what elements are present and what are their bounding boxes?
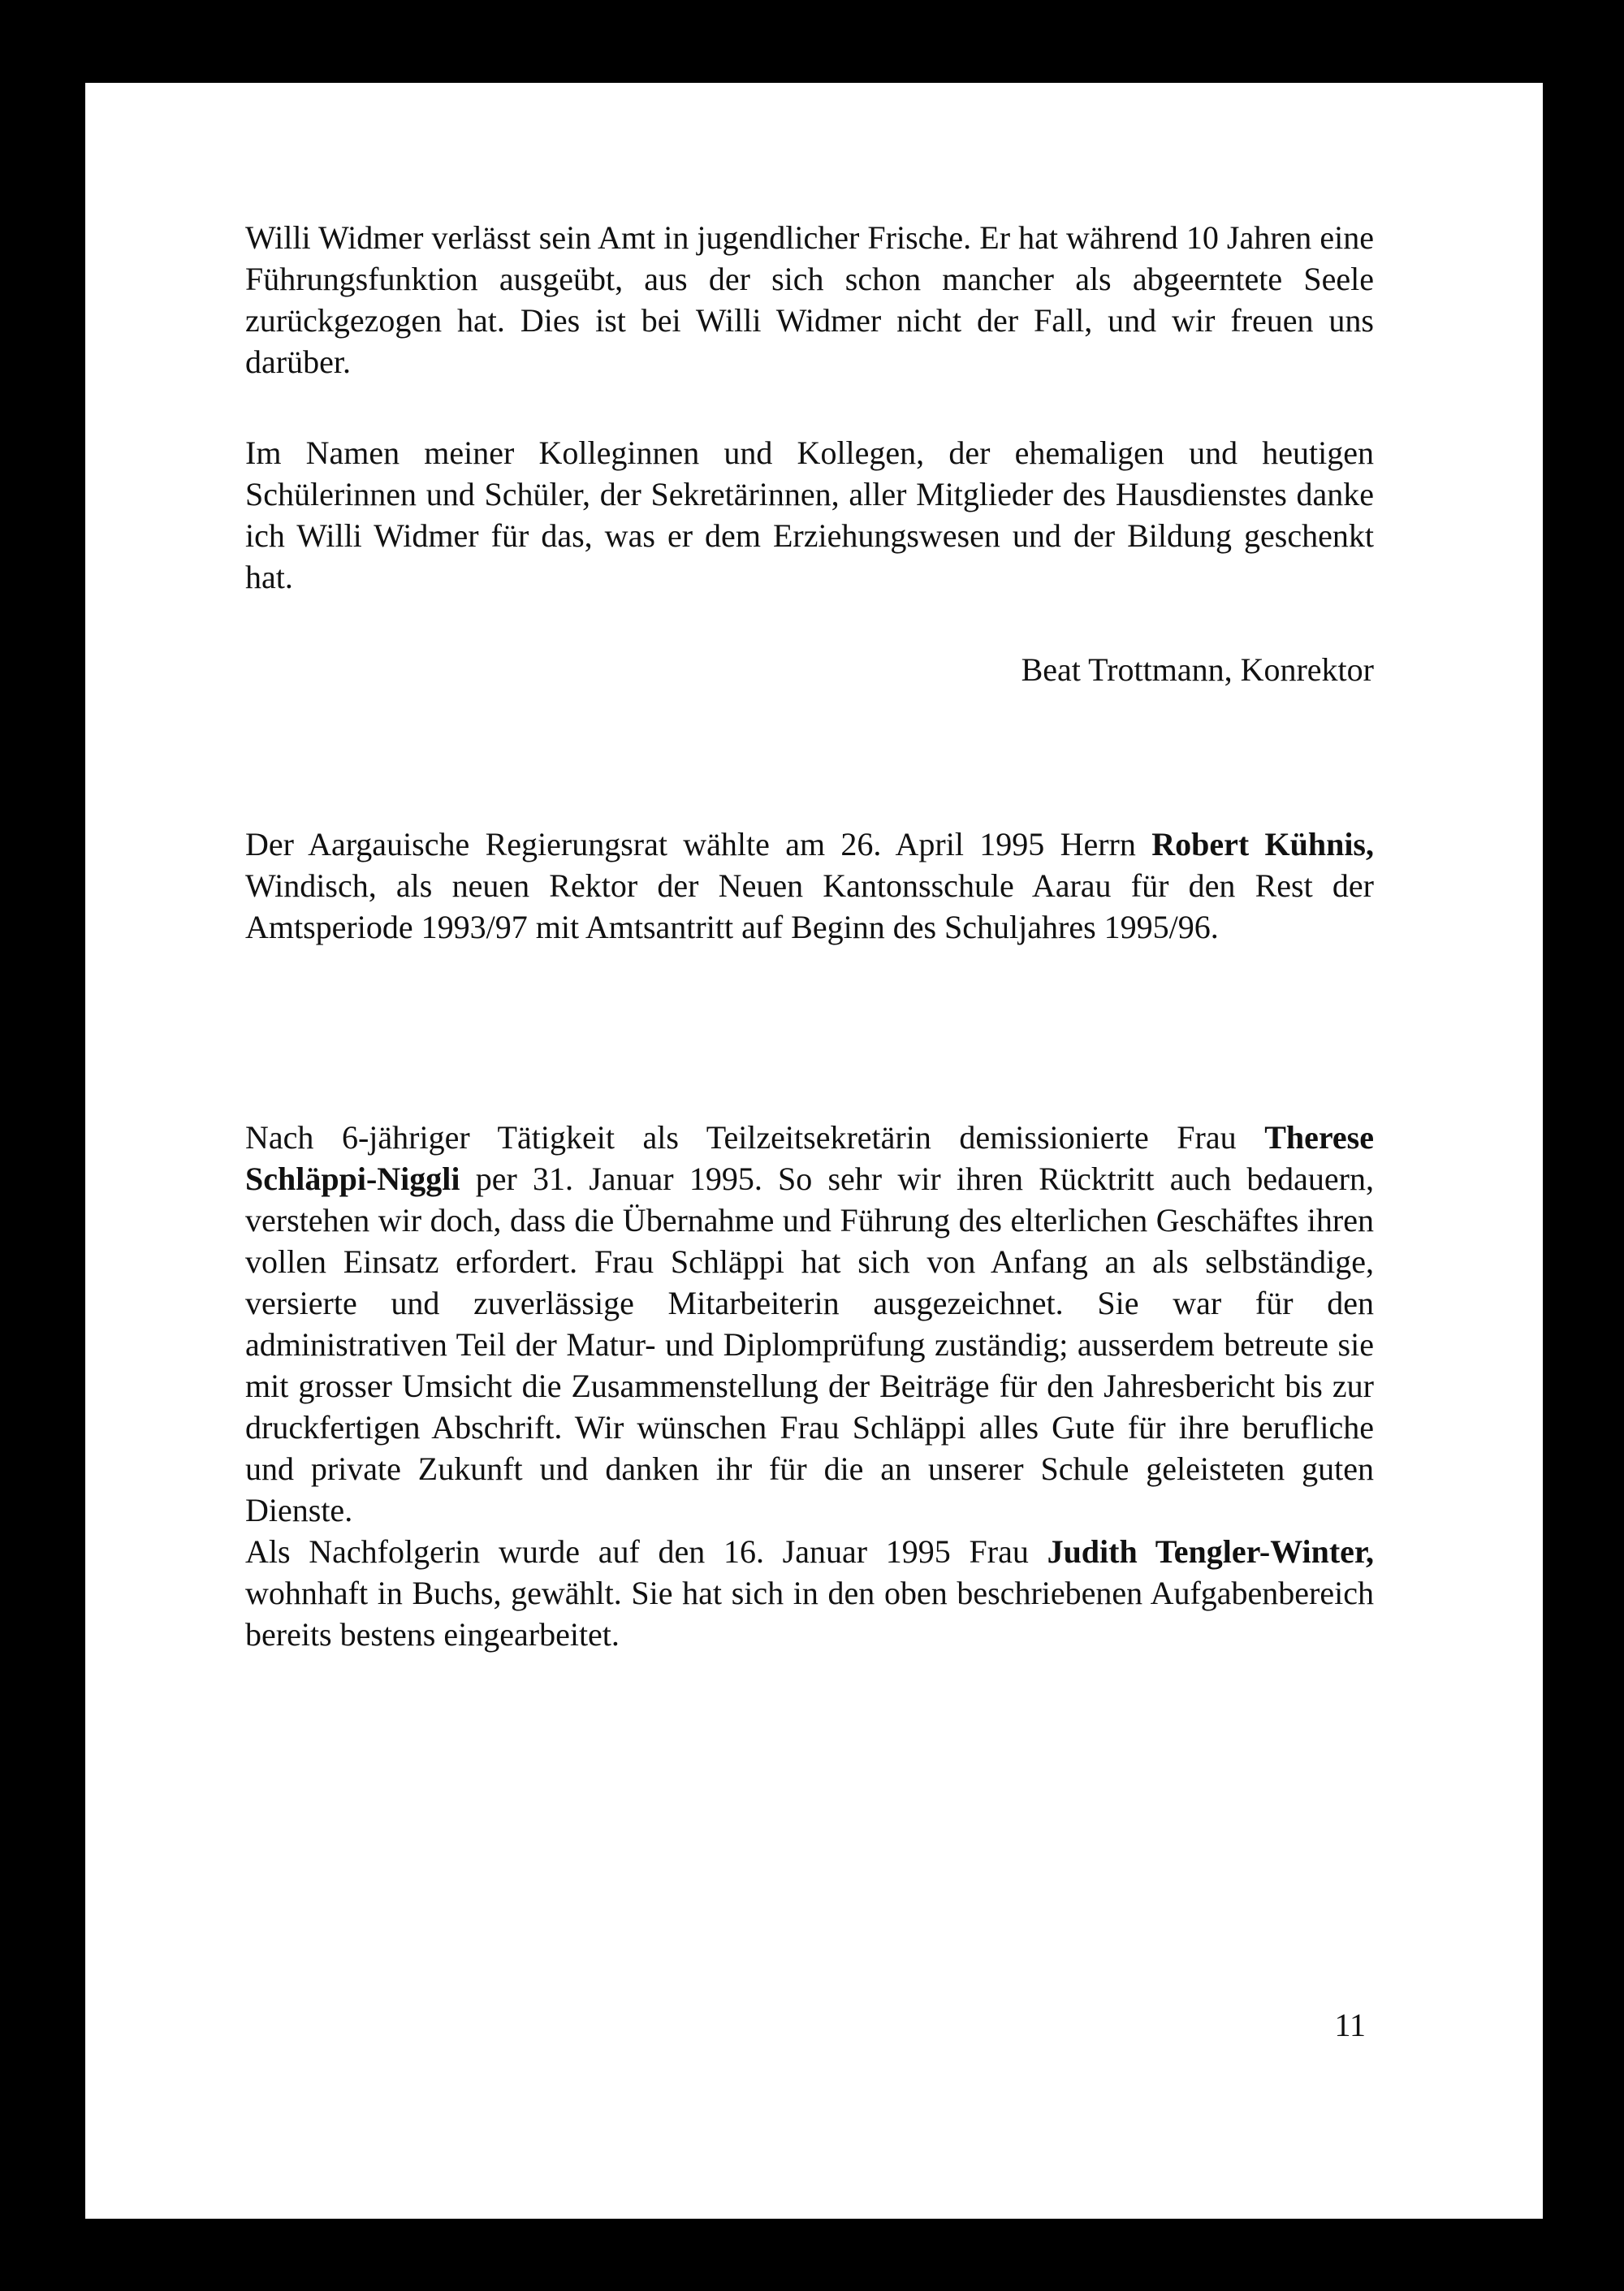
paragraph-text-successor <box>245 1531 1374 1655</box>
text-before: Als Nachfolgerin wurde auf den 16. Januar 1995 Frau <box>245 1533 1047 1570</box>
text-before: Der Aargauische Regierungsrat wählte am 26. April 1995 Herrn <box>245 826 1152 862</box>
document-page <box>85 83 1543 2219</box>
paragraph-secretary-resignation <box>245 1117 1374 1655</box>
paragraph-text <box>245 1117 1374 1531</box>
signature: Beat Trottmann, Konrektor <box>1021 651 1374 688</box>
person-name-bold: Therese Schläppi-Niggli <box>245 1119 1374 1197</box>
paragraph-widmer-farewell <box>245 217 1374 383</box>
text-after: Windisch, als neuen Rektor der Neuen Kantonsschule Aarau für den Rest der Amtsperiode 1993/97 mit Amtsantritt auf Beginn des Schuljahres 1995/96. <box>245 867 1374 945</box>
text-after: per 31. Januar 1995. So sehr wir ihren Rücktritt auch bedauern, verstehen wir doch, dass die Übernahme und Führung des elterlichen Geschäftes ihren vollen Einsatz erfordert. Frau Schläppi hat sich von Anfang an als selbständige, versierte und zuverlässige Mitarbeiterin ausgezeichnet. Sie war für den administrativen Teil der Matur- und Diplomprüfung zuständig; ausserdem betreute sie mit grosser Umsicht die Zusammenstellung der Beiträge für den Jahresbericht bis zur druckfertigen Abschrift. Wir wünschen Frau Schläppi alles Gute für ihre berufliche und private Zukunft und danken ihr für die an unserer Schule geleisteten guten Dienste. <box>245 1161 1374 1528</box>
paragraph-text <box>245 823 1374 948</box>
paragraph-new-rector <box>245 823 1374 948</box>
person-name-bold: Judith Tengler-Winter, <box>1047 1533 1374 1570</box>
paragraph-thanks <box>245 432 1374 598</box>
text-before: Nach 6-jähriger Tätigkeit als Teilzeitsekretärin demissionierte Frau <box>245 1119 1265 1156</box>
text-after: wohnhaft in Buchs, gewählt. Sie hat sich in den oben beschriebenen Aufgabenbereich bereits bestens eingearbeitet. <box>245 1575 1374 1653</box>
person-name-bold: Robert Kühnis, <box>1151 826 1374 862</box>
page-number: 11 <box>1334 2007 1366 2043</box>
paragraph-text: Im Namen meiner Kolleginnen und Kollegen, der ehemaligen und heutigen Schülerinnen und Schüler, der Sekretärinnen, aller Mitglieder des Hausdienstes danke ich Willi Widmer für das, was er dem Erziehungswesen und der Bildung geschenkt hat. <box>245 434 1374 595</box>
paragraph-text: Willi Widmer verlässt sein Amt in jugendlicher Frische. Er hat während 10 Jahren eine Führungsfunktion ausgeübt, aus der sich schon mancher als abgeerntete Seele zurückgezogen hat. Dies ist bei Willi Widmer nicht der Fall, und wir freuen uns darüber. <box>245 219 1374 380</box>
